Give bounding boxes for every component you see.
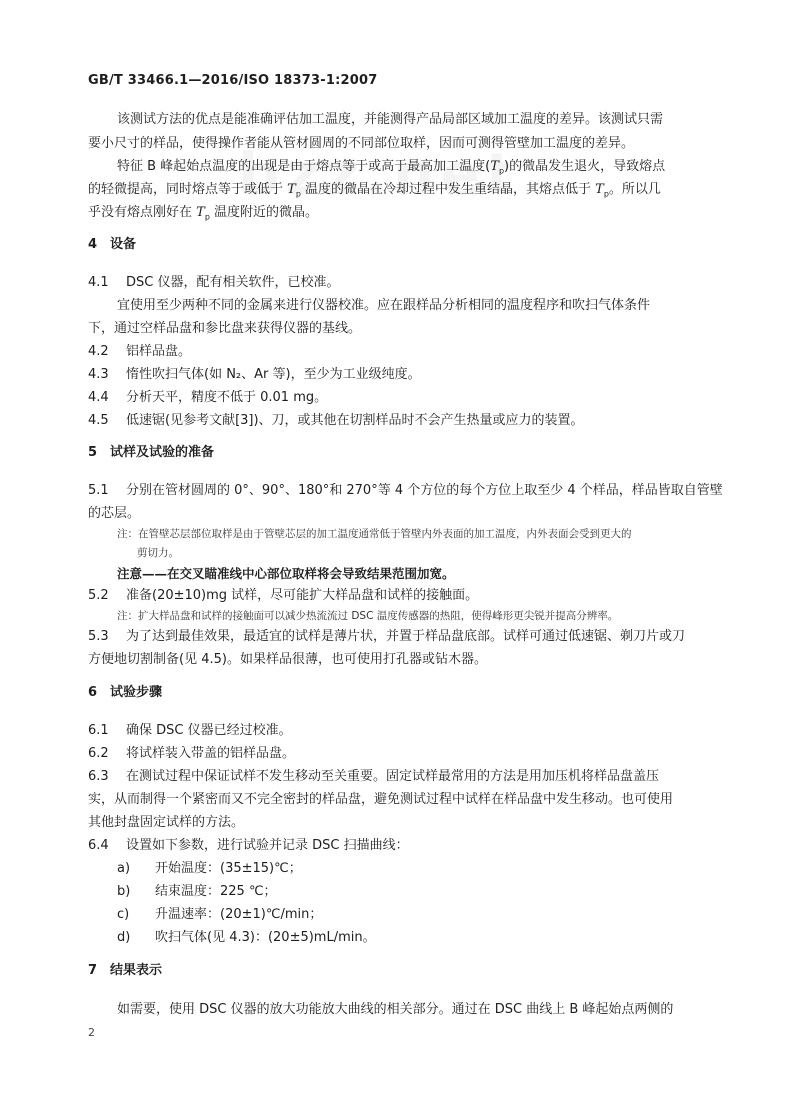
clause-4-1: 4.1 DSC 仪器，配有相关软件，已校准。 xyxy=(88,275,340,290)
section-5-heading: 5 试样及试验的准备 xyxy=(88,445,215,460)
clause-6-2: 6.2 将试样装入带盖的铝样品盘。 xyxy=(88,746,296,761)
clause-4-1-text-2: 下，通过空样品盘和参比盘来获得仪器的基线。 xyxy=(88,321,362,336)
param-item: a) 开始温度：(35±15)℃； xyxy=(117,861,302,876)
note-5-1-b: 剪切力。 xyxy=(137,547,179,559)
intro-line-1: 该测试方法的优点是能准确评估加工温度，并能测得产品局部区域加工温度的差异。该测试只需 xyxy=(117,112,664,127)
note-5-2: 注：扩大样品盘和试样的接触面可以减少热流流过 DSC 温度传感器的热阻，使得峰形更尖锐并提高分辨率。 xyxy=(117,610,619,622)
caution-note: 注意——在交叉瞄准线中心部位取样将会导致结果范围加宽。 xyxy=(117,566,455,581)
clause-4-1-text-1: 宜使用至少两种不同的金属来进行仪器校准。应在跟样品分析相同的温度程序和吹扫气体条件 xyxy=(117,298,651,313)
clause-6-1: 6.1 确保 DSC 仪器已经过校准。 xyxy=(88,723,292,738)
clause-5-2: 5.2 准备(20±10)mg 试样，尽可能扩大样品盘和试样的接触面。 xyxy=(88,588,479,603)
clause-5-3-cont: 方便地切割制备(见 4.5)。如果样品很薄，也可使用打孔器或钻木器。 xyxy=(88,652,487,667)
section-7-text: 如需要，使用 DSC 仪器的放大功能放大曲线的相关部分。通过在 DSC 曲线上 B 峰起始点两侧的 xyxy=(117,1002,674,1017)
clause-4-4: 4.4 分析天平，精度不低于 0.01 mg。 xyxy=(88,390,328,405)
clause-5-1: 5.1 分别在管材圆周的 0°、90°、180°和 270°等 4 个方位的每个方位上取至少 4 个样品，样品皆取自管壁 xyxy=(88,483,723,498)
note-5-1-a: 注：在管壁芯层部位取样是由于管壁芯层的加工温度通常低于管壁内外表面的加工温度，内外表面会受到更大的 xyxy=(117,528,632,540)
clause-6-3-cont-1: 实，从而制得一个紧密而又不完全密封的样品盘，避免测试过程中试样在样品盘中发生移动。也可使用 xyxy=(88,792,674,807)
section-7-heading: 7 结果表示 xyxy=(88,963,163,978)
intro-line-2: 要小尺寸的样品，使得操作者能从管材圆周的不同部位取样，因而可测得管壁加工温度的差异。 xyxy=(88,136,635,151)
section-4-heading: 4 设备 xyxy=(88,237,137,252)
page-number: 2 xyxy=(88,1026,95,1039)
clause-4-5: 4.5 低速锯(见参考文献[3])、刀，或其他在切割样品时不会产生热量或应力的装置。 xyxy=(88,413,584,428)
param-item: c) 升温速率：(20±1)℃/min； xyxy=(117,907,323,922)
clause-6-3: 6.3 在测试过程中保证试样不发生移动至关重要。固定试样最常用的方法是用加压机将样品盘盖压 xyxy=(88,769,660,784)
intro-line-4: 的轻微提高，同时熔点等于或低于 $T_p$ 温度的微晶在冷却过程中发生重结晶，其熔点低于 $T_p$。所以几 xyxy=(88,182,661,199)
clause-5-3: 5.3 为了达到最佳效果，最适宜的试样是薄片状，并置于样品盘底部。试样可通过低速锯、剃刀片或刀 xyxy=(88,629,686,644)
clause-4-2: 4.2 铝样品盘。 xyxy=(88,344,192,359)
standard-header: GB/T 33466.1—2016/ISO 18373-1:2007 xyxy=(88,73,378,88)
clause-6-4: 6.4 设置如下参数，进行试验并记录 DSC 扫描曲线： xyxy=(88,838,409,853)
param-item: b) 结束温度：225 ℃； xyxy=(117,884,277,899)
intro-line-5: 乎没有熔点刚好在 $T_p$ 温度附近的微晶。 xyxy=(88,205,319,222)
clause-6-3-cont-2: 其他封盘固定试样的方法。 xyxy=(88,815,245,830)
intro-line-3: 特征 B 峰起始点温度的出现是由于熔点等于或高于最高加工温度$(T_p)$的微晶发生退火，导致熔点 xyxy=(117,159,666,176)
clause-5-1-cont: 的芯层。 xyxy=(88,506,141,521)
section-6-heading: 6 试验步骤 xyxy=(88,685,163,700)
param-item: d) 吹扫气体(见 4.3)：(20±5)mL/min。 xyxy=(117,930,376,945)
clause-4-3: 4.3 惰性吹扫气体(如 N₂、Ar 等)，至少为工业级纯度。 xyxy=(88,367,421,382)
